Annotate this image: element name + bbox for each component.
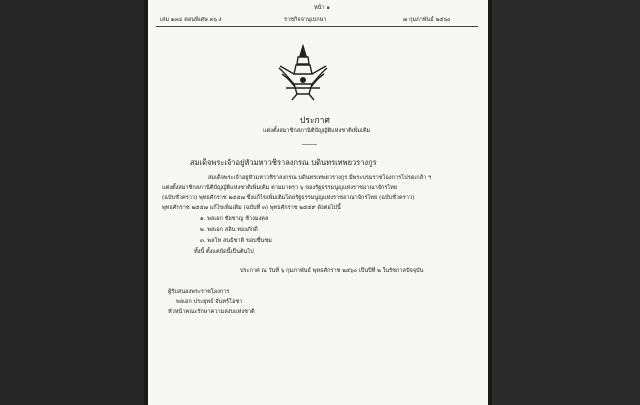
announcement-heading: ประกาศ [300,116,330,126]
list-item: ๓. พลโท สนธิชาติ ขอบชื่นชม [200,238,272,244]
list-item: ๒. พลเอก สลิน ทองภักดี [200,227,258,233]
closing-line: ทั้งนี้ ตั้งแต่บัดนี้เป็นต้นไป [194,249,254,255]
given-date-line: ประกาศ ณ วันที่ ๖ กุมภาพันธ์ พุทธศักราช ๒๕๖๐ เป็นปีที่ ๒ ในรัชกาลปัจจุบัน [240,268,424,274]
body-line: พุทธศักราช ๒๕๕๗ แก้ไขเพิ่มเติม (ฉบับที่ ๓) พุทธศักราช ๒๕๕๙ ดังต่อไปนี้ [162,205,341,211]
countersign-name: พลเอก ประยุทธ์ จันทร์โอชา [176,299,243,305]
journal-name: ราชกิจจานุเบกษา [284,17,327,23]
body-line: แต่งตั้งสมาชิกสภานิติบัญญัติแห่งชาติเพิ่มเติม ตามมาตรา ๖ ของรัฐธรรมนูญแห่งราชอาณาจักรไทย [162,185,398,191]
king-name-line: สมเด็จพระเจ้าอยู่หัวมหาวชิราลงกรณ บดินทรเทพยวรางกูร [190,158,377,167]
body-line: (ฉบับชั่วคราว) พุทธศักราช ๒๕๕๗ ซึ่งแก้ไขเพิ่มเติมโดยรัฐธรรมนูญแห่งราชอาณาจักรไทย (ฉบับชั่วคราว) [162,195,415,201]
list-item: ๑. พลเอก ชัยชาญ ช้างมงคล [200,216,269,222]
volume-info: เล่ม ๑๓๔ ตอนพิเศษ ๓๖ ง [160,17,222,23]
countersign-title: หัวหน้าคณะรักษาความสงบแห่งชาติ [168,309,255,315]
page-number: หน้า ๑ [314,5,330,11]
publication-date: ๗ กุมภาพันธ์ ๒๕๖๐ [403,17,451,23]
countersign-label: ผู้รับสนองพระราชโองการ [168,289,230,295]
viewer-right-background [488,0,640,405]
page-shadow-right [488,0,492,405]
viewer-left-background [0,0,148,405]
header-rule [156,26,478,27]
royal-garuda-emblem-icon [276,44,330,102]
separator: _____ [302,138,317,145]
announcement-subject: แต่งตั้งสมาชิกสภานิติบัญญัติแห่งชาติเพิ่มเติม [263,128,371,134]
body-line: สมเด็จพระเจ้าอยู่หัวมหาวชิราลงกรณ บดินทรเทพยวรางกูร มีพระบรมราชโองการโปรดเกล้า ฯ [208,175,432,181]
document-page [148,0,488,405]
